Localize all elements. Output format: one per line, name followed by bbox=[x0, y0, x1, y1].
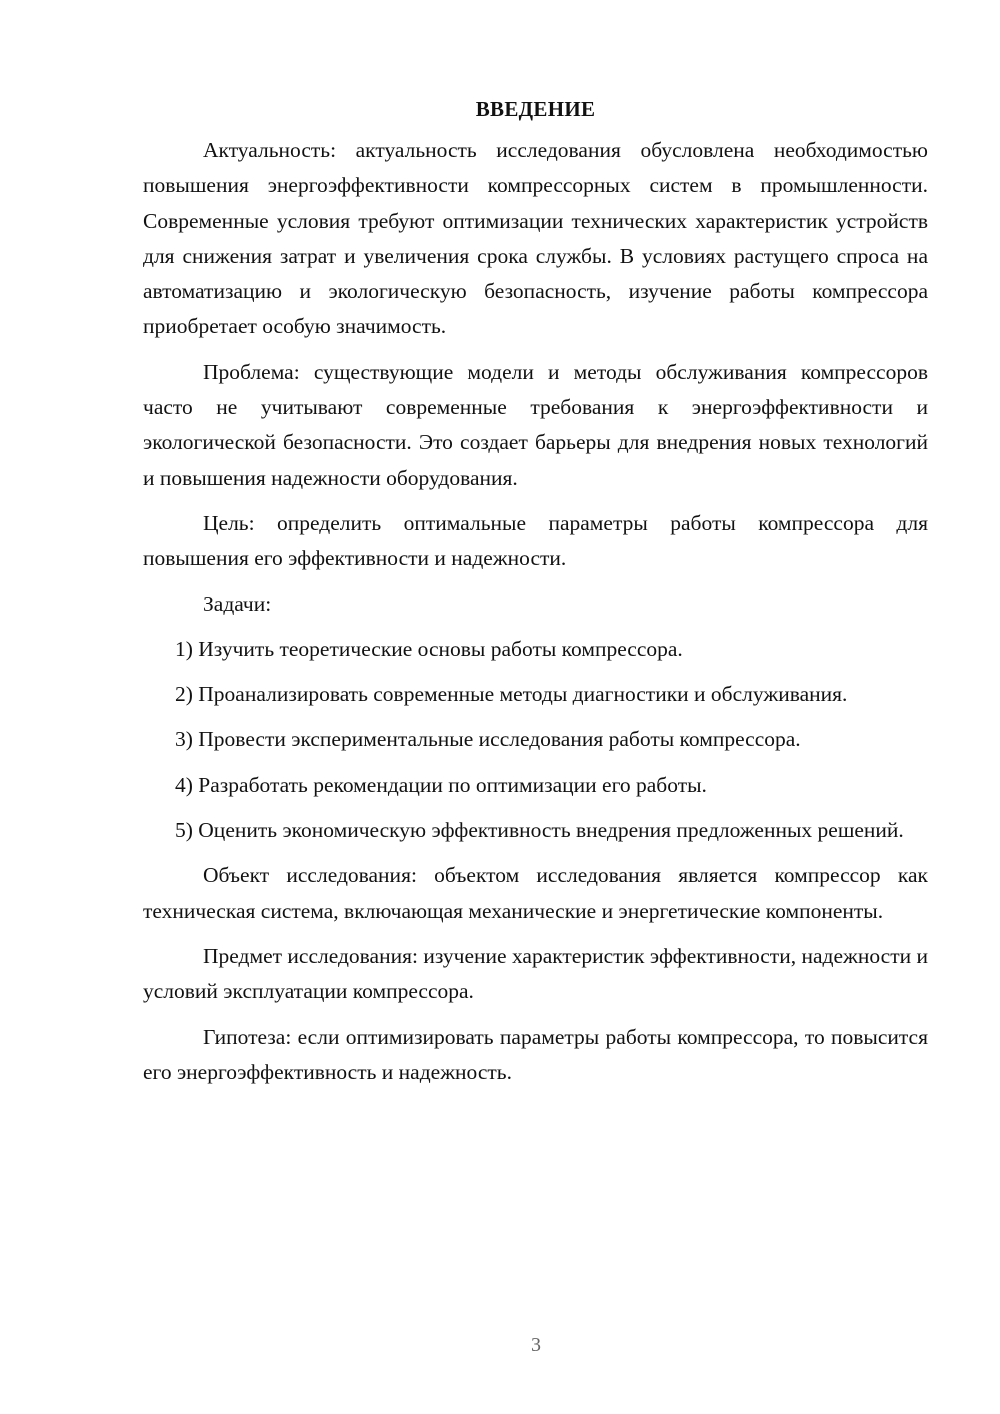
list-item-task-2: 2) Проанализировать современные методы диагностики и обслуживания. bbox=[175, 682, 848, 707]
tasks-label: Задачи: bbox=[203, 591, 272, 616]
paragraph-problem: Проблема: существующие модели и методы обслуживания компрессоров часто не учитывают современные требования к энергоэффективности и экологической безопасности. Это создает барьеры для внедрения новых технологий и повышения надежности оборудования. bbox=[143, 359, 928, 490]
list-item-task-4: 4) Разработать рекомендации по оптимизации его работы. bbox=[175, 772, 707, 797]
list-item-task-5: 5) Оценить экономическую эффективность внедрения предложенных решений. bbox=[175, 818, 904, 843]
paragraph-subject: Предмет исследования: изучение характеристик эффективности, надежности и условий эксплуатации компрессора. bbox=[143, 943, 928, 1004]
paragraph-hypothesis: Гипотеза: если оптимизировать параметры работы компрессора, то повысится его энергоэффективность и надежность. bbox=[143, 1024, 928, 1084]
page-title: ВВЕДЕНИЕ bbox=[475, 97, 596, 121]
document-page bbox=[143, 92, 928, 1100]
page-number: 3 bbox=[531, 1334, 541, 1356]
list-item-task-1: 1) Изучить теоретические основы работы компрессора. bbox=[175, 636, 683, 661]
paragraph-goal: Цель: определить оптимальные параметры работы компрессора для повышения его эффективности и надежности. bbox=[143, 510, 928, 571]
list-item-task-3: 3) Провести экспериментальные исследования работы компрессора. bbox=[175, 727, 801, 752]
paragraph-relevance: Актуальность: актуальность исследования обусловлена необходимостью повышения энергоэффективности компрессорных систем в промышленности. Современные условия требуют оптимизации технических характеристик устройств для снижения затрат и увеличения срока службы. В условиях растущего спроса на автоматизацию и экологическую безопасность, изучение работы компрессора приобретает особую значимость. bbox=[143, 138, 928, 339]
paragraph-object: Объект исследования: объектом исследования является компрессор как техническая система, включающая механические и энергетические компоненты. bbox=[143, 863, 928, 923]
